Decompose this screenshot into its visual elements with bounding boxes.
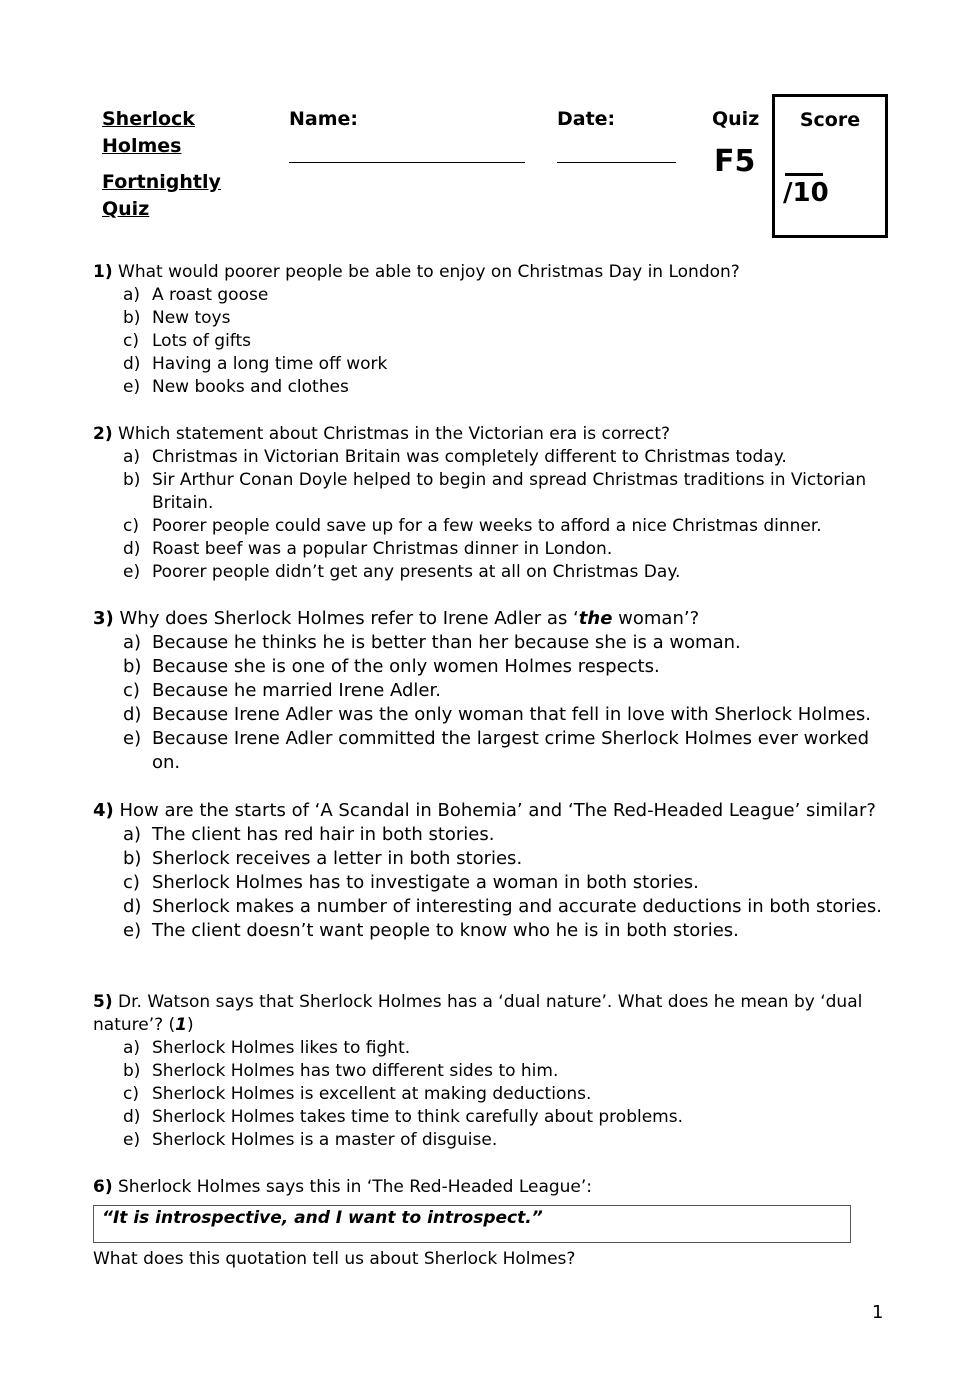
option-item: [93, 376, 893, 399]
quiz-title: [102, 106, 262, 223]
option-item: [93, 515, 893, 538]
subtitle-line-2: Quiz: [102, 198, 150, 220]
question-number: 5): [93, 992, 113, 1012]
page-number: 1: [872, 1302, 884, 1323]
option-text: The client doesn’t want people to know who he is in both stories.: [152, 920, 739, 941]
option-item: [93, 655, 893, 679]
score-out-of: /10: [783, 178, 829, 208]
option-item: [93, 1060, 893, 1083]
question-number: 1): [93, 262, 113, 282]
option-item: [93, 1083, 893, 1106]
option-text: Sherlock makes a number of interesting and accurate deductions in both stories.: [152, 896, 882, 917]
option-letter: e): [123, 728, 142, 749]
question-2: [93, 423, 893, 584]
option-text: Sherlock Holmes takes time to think carefully about problems.: [152, 1107, 683, 1127]
option-item: [93, 1106, 893, 1129]
option-text: Because Irene Adler was the only woman that fell in love with Sherlock Holmes.: [152, 704, 872, 725]
question-5: [93, 991, 893, 1152]
question-4: [93, 799, 893, 943]
question-3: [93, 607, 893, 775]
followup-question: What does this quotation tell us about Sherlock Holmes?: [93, 1249, 576, 1269]
option-text: Because Irene Adler committed the largest crime Sherlock Holmes ever worked on.: [152, 728, 870, 773]
option-letter: b): [123, 656, 142, 677]
option-letter: a): [123, 824, 142, 845]
option-text: New books and clothes: [152, 377, 349, 397]
option-letter: a): [123, 447, 141, 467]
option-text: Sherlock Holmes likes to fight.: [152, 1038, 411, 1058]
date-write-line: [557, 162, 676, 163]
option-letter: d): [123, 896, 142, 917]
option-letter: a): [123, 285, 141, 305]
question-6: [93, 1176, 893, 1271]
option-text: Lots of gifts: [152, 331, 252, 351]
option-letter: c): [123, 331, 139, 351]
option-letter: b): [123, 848, 142, 869]
option-letter: e): [123, 1130, 141, 1150]
question-text: How are the starts of ‘A Scandal in Bohemia’ and ‘The Red-Headed League’ similar?: [119, 800, 876, 821]
title-line-2: Holmes: [102, 135, 182, 157]
question-text-after: ): [187, 1015, 194, 1035]
option-text: Poorer people didn’t get any presents at all on Christmas Day.: [152, 562, 681, 582]
option-text: Poorer people could save up for a few weeks to afford a nice Christmas dinner.: [152, 516, 822, 536]
option-letter: c): [123, 1084, 139, 1104]
option-item: [93, 353, 893, 376]
option-text: Sherlock Holmes is excellent at making deductions.: [152, 1084, 592, 1104]
option-item: [93, 469, 893, 515]
option-text: Because he married Irene Adler.: [152, 680, 441, 701]
option-text: Sherlock Holmes has to investigate a woman in both stories.: [152, 872, 699, 893]
option-text: Roast beef was a popular Christmas dinner in London.: [152, 539, 613, 559]
option-item: [93, 679, 893, 703]
option-letter: d): [123, 354, 141, 374]
question-number: 3): [93, 608, 114, 629]
option-item: [93, 446, 893, 469]
option-item: [93, 538, 893, 561]
question-text-before: Dr. Watson says that Sherlock Holmes has a ‘dual nature’. What does he mean by ‘dual nature’? (: [93, 992, 863, 1035]
question-text: Which statement about Christmas in the Victorian era is correct?: [118, 424, 671, 444]
question-text-before: Why does Sherlock Holmes refer to Irene Adler as ‘: [119, 608, 579, 629]
option-letter: c): [123, 680, 140, 701]
option-text: Having a long time off work: [152, 354, 388, 374]
option-item: [93, 561, 893, 584]
subtitle-line-1: Fortnightly: [102, 171, 221, 193]
option-item: [93, 1037, 893, 1060]
option-text: The client has red hair in both stories.: [152, 824, 495, 845]
option-letter: b): [123, 308, 141, 328]
quotation-box: “It is introspective, and I want to introspect.”: [93, 1205, 851, 1243]
option-item: [93, 871, 893, 895]
option-text: A roast goose: [152, 285, 269, 305]
option-text: Because he thinks he is better than her because she is a woman.: [152, 632, 741, 653]
question-number: 4): [93, 800, 114, 821]
option-list: [93, 446, 893, 584]
option-item: [93, 895, 893, 919]
option-text: Sherlock receives a letter in both stories.: [152, 848, 523, 869]
date-label: Date:: [557, 108, 616, 130]
option-item: [93, 330, 893, 353]
option-list: [93, 631, 893, 775]
option-letter: c): [123, 872, 140, 893]
option-list: [93, 1037, 893, 1152]
quiz-label: Quiz: [712, 108, 760, 130]
option-text: Because she is one of the only women Holmes respects.: [152, 656, 660, 677]
option-item: [93, 284, 893, 307]
question-text: What would poorer people be able to enjoy on Christmas Day in London?: [118, 262, 740, 282]
question-text: Sherlock Holmes says this in ‘The Red-Headed League’:: [118, 1177, 593, 1197]
option-letter: b): [123, 1061, 141, 1081]
option-text: Sherlock Holmes has two different sides to him.: [152, 1061, 559, 1081]
question-number: 2): [93, 424, 113, 444]
quiz-code: F5: [714, 144, 756, 179]
question-emphasis: the: [578, 608, 613, 629]
option-item: [93, 1129, 893, 1152]
score-blank-line: [785, 173, 823, 176]
question-mark-value: 1: [175, 1015, 188, 1035]
option-item: [93, 847, 893, 871]
option-letter: e): [123, 562, 141, 582]
option-letter: c): [123, 516, 139, 536]
name-label: Name:: [289, 108, 359, 130]
option-item: [93, 631, 893, 655]
option-item: [93, 703, 893, 727]
option-letter: d): [123, 704, 142, 725]
option-text: Sir Arthur Conan Doyle helped to begin and spread Christmas traditions in Victorian Britain.: [152, 470, 867, 513]
option-letter: d): [123, 539, 141, 559]
option-letter: e): [123, 920, 142, 941]
score-box: [772, 94, 888, 238]
title-line-1: Sherlock: [102, 108, 195, 130]
option-item: [93, 307, 893, 330]
option-letter: e): [123, 377, 141, 397]
option-list: [93, 284, 893, 399]
option-item: [93, 919, 893, 943]
question-1: [93, 261, 893, 399]
option-letter: b): [123, 470, 141, 490]
option-item: [93, 823, 893, 847]
option-item: [93, 727, 893, 775]
option-text: Christmas in Victorian Britain was completely different to Christmas today.: [152, 447, 787, 467]
option-text: Sherlock Holmes is a master of disguise.: [152, 1130, 498, 1150]
option-letter: d): [123, 1107, 141, 1127]
option-list: [93, 823, 893, 943]
score-label: Score: [799, 109, 861, 131]
question-text-after: woman’?: [612, 608, 700, 629]
option-letter: a): [123, 1038, 141, 1058]
option-letter: a): [123, 632, 142, 653]
question-number: 6): [93, 1177, 113, 1197]
name-write-line: [289, 162, 525, 163]
option-text: New toys: [152, 308, 231, 328]
